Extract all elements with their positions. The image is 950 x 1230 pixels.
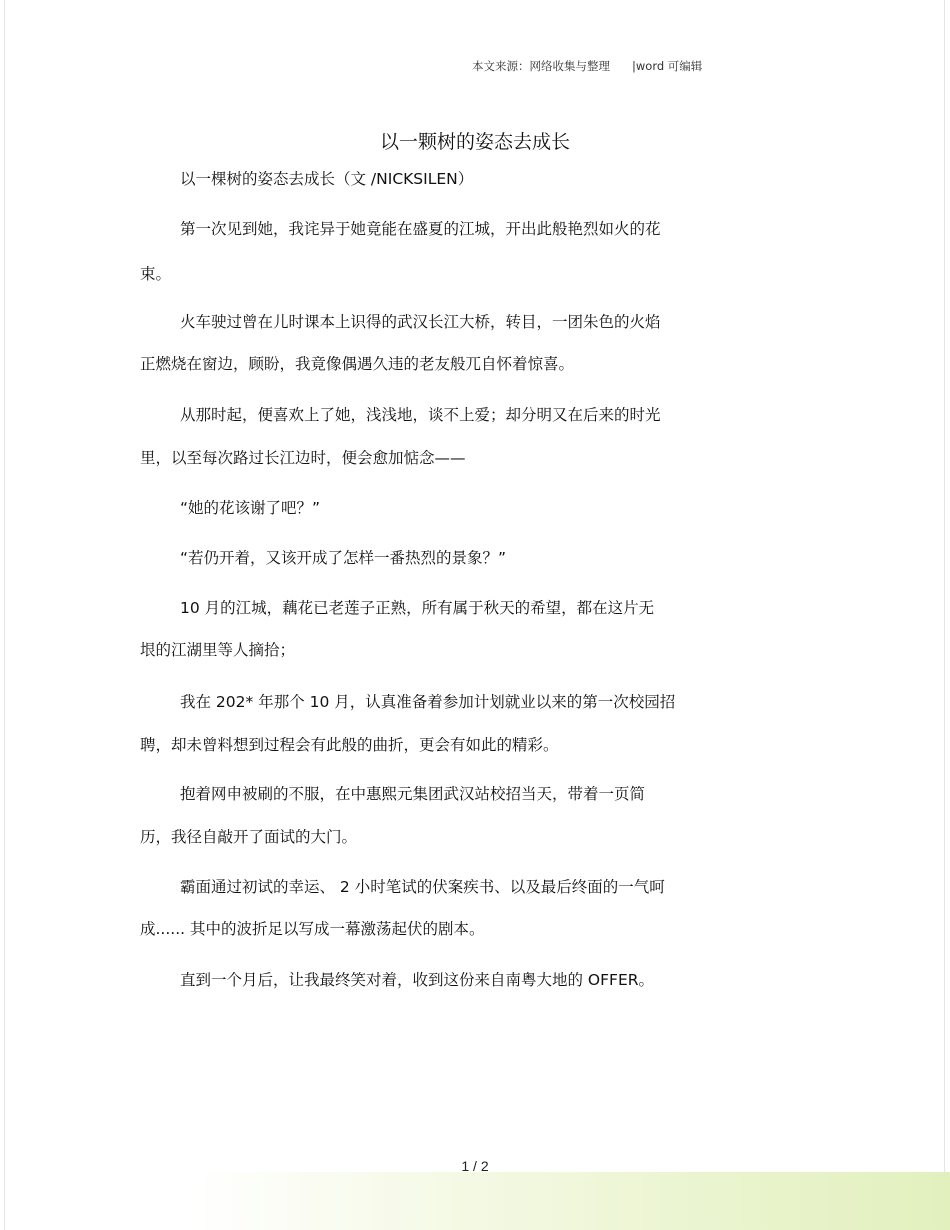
page-number: 1 / 2 xyxy=(461,1158,489,1174)
document-title: 以一颗树的姿态去成长 xyxy=(379,131,570,153)
header-note xyxy=(472,58,702,74)
paragraph-8-line-1: 抱着网申被刷的不服，在中惠熙元集团武汉站校招当天，带着一页简 xyxy=(180,785,646,803)
paragraph-5: “若仍开着，又该开成了怎样一番热烈的景象？” xyxy=(180,549,507,567)
paragraph-7-line-2: 聘，却未曾料想到过程会有此般的曲折，更会有如此的精彩。 xyxy=(140,736,559,754)
page-edge-right xyxy=(944,0,945,1230)
paragraph-2-line-2: 正燃烧在窗边，顾盼，我竟像偶遇久违的老友般兀自怀着惊喜。 xyxy=(140,355,575,373)
paragraph-7-line-1: 我在 202* 年那个 10 月，认真准备着参加计划就业以来的第一次校园招 xyxy=(180,693,676,711)
footer-decoration xyxy=(190,1172,950,1230)
paragraph-9-line-2: 成...... 其中的波折足以写成一幕激荡起伏的剧本。 xyxy=(140,920,485,938)
paragraph-10: 直到一个月后，让我最终笑对着，收到这份来自南粤大地的 OFFER。 xyxy=(180,971,655,989)
paragraph-6-line-1: 10 月的江城，藕花已老莲子正熟，所有属于秋天的希望，都在这片无 xyxy=(180,599,655,617)
paragraph-8-line-2: 历，我径自敲开了面试的大门。 xyxy=(140,828,358,846)
paragraph-3-line-2: 里，以至每次路过长江边时，便会愈加惦念—— xyxy=(140,449,466,467)
edit-note: |word 可编辑 xyxy=(632,59,703,73)
paragraph-3-line-1: 从那时起，便喜欢上了她，浅浅地，谈不上爱；却分明又在后来的时光 xyxy=(180,406,661,424)
paragraph-4: “她的花该谢了吧？” xyxy=(180,499,321,517)
paragraph-2-line-1: 火车驶过曾在儿时课本上识得的武汉长江大桥，转目，一团朱色的火焰 xyxy=(180,313,661,331)
paragraph-6-line-2: 垠的江湖里等人摘拾； xyxy=(140,641,296,659)
paragraph-1-line-2: 束。 xyxy=(140,265,172,283)
paragraph-9-line-1: 霸面通过初试的幸运、 2 小时笔试的伏案疾书、以及最后终面的一气呵 xyxy=(180,878,665,896)
page-edge-left xyxy=(4,0,5,1230)
source-note: 本文来源：网络收集与整理 xyxy=(472,59,610,73)
paragraph-1-line-1: 第一次见到她，我诧异于她竟能在盛夏的江城，开出此般艳烈如火的花 xyxy=(180,220,661,238)
byline: 以一棵树的姿态去成长（文 /NICKSILEN） xyxy=(180,170,474,188)
